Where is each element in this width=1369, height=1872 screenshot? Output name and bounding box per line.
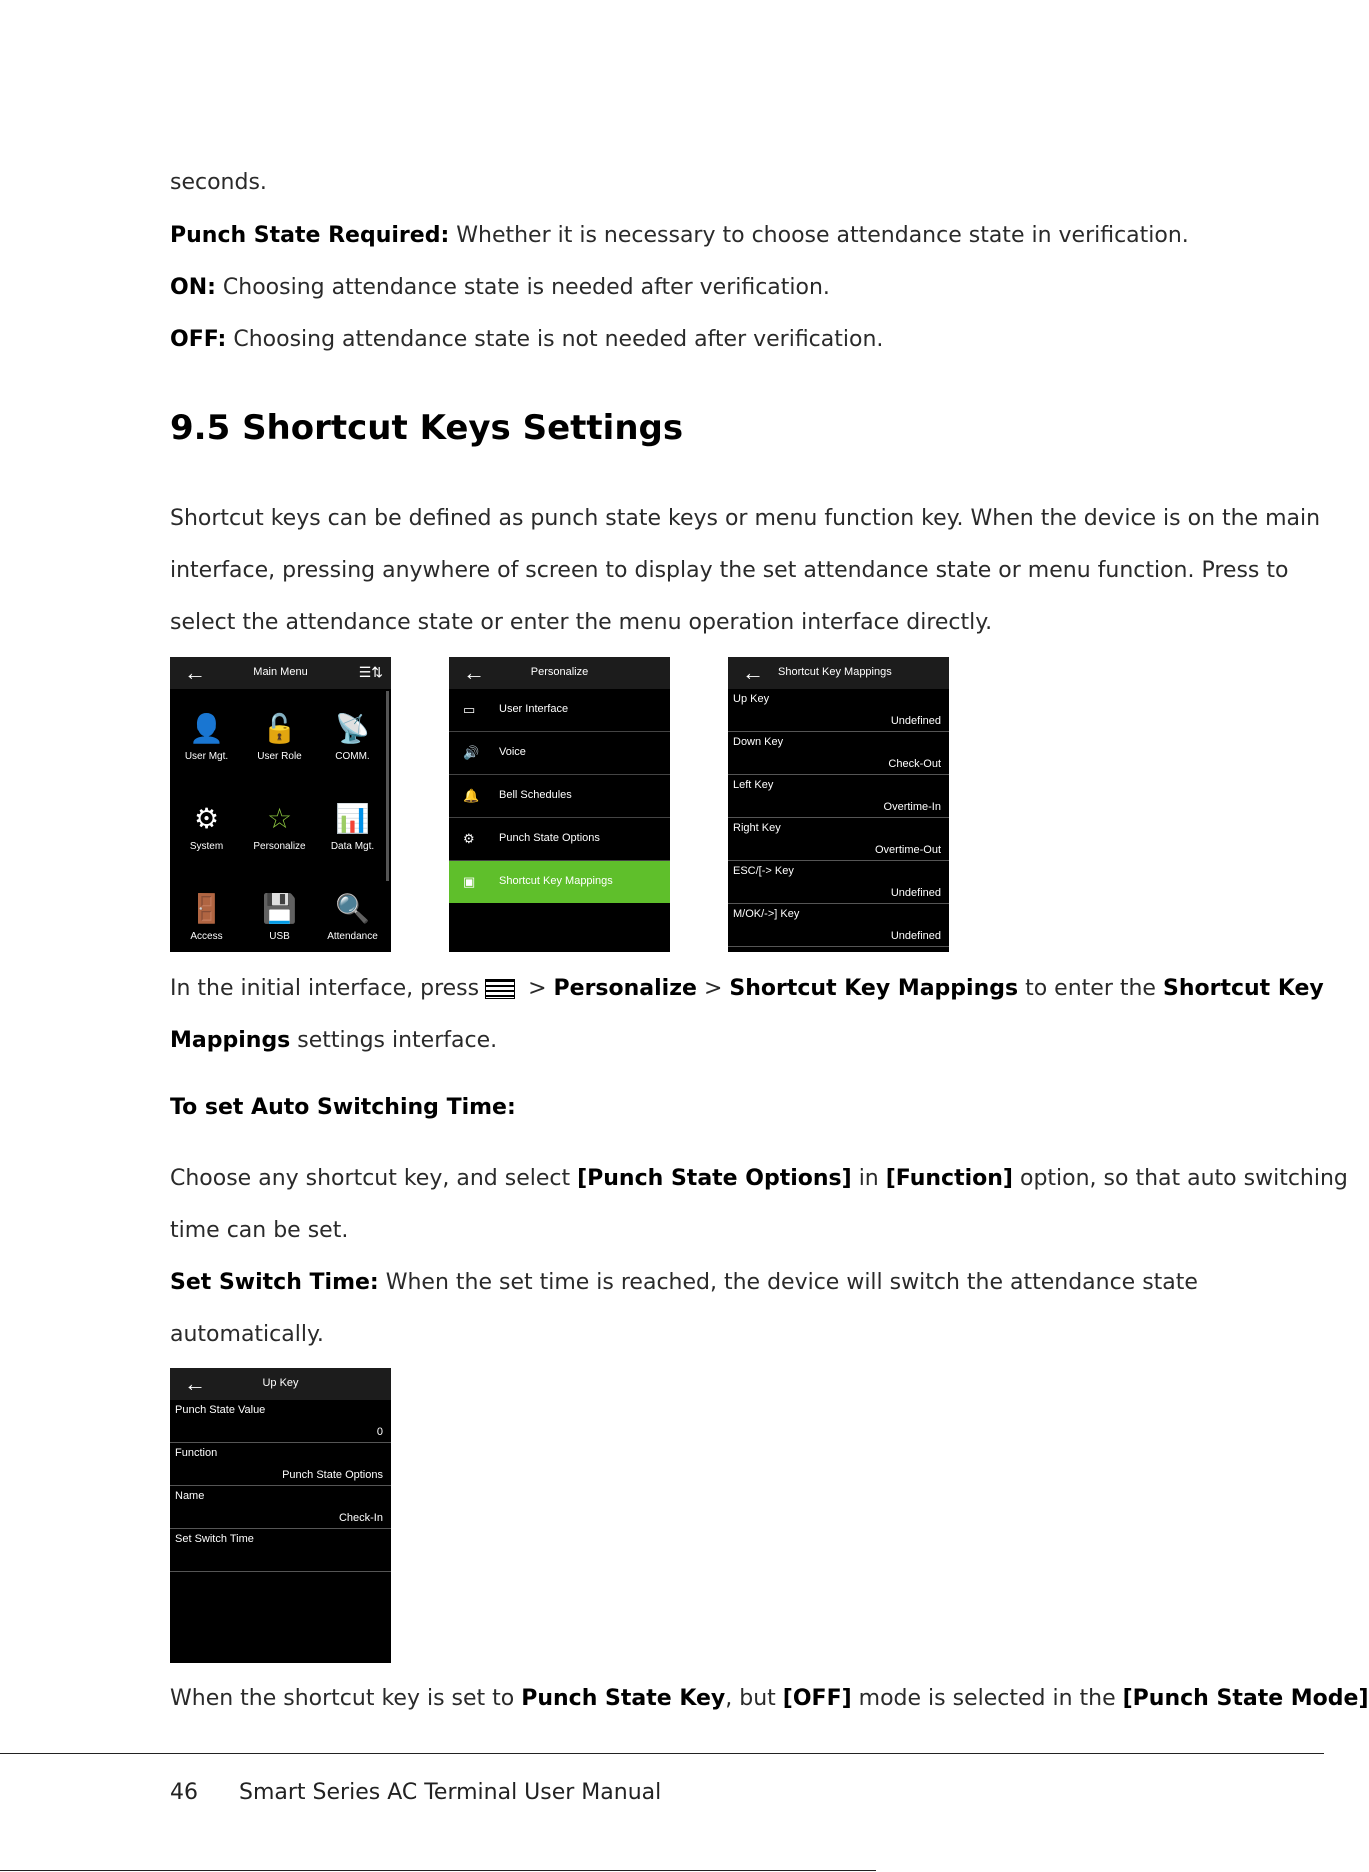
text: in [851, 1166, 886, 1191]
door-icon: 🚪 [189, 893, 224, 924]
menu-item-attendance[interactable] [316, 887, 389, 942]
setting-value: Check-In [338, 1512, 383, 1524]
key-value: Undefined [890, 930, 941, 942]
search-icon: 🔍 [335, 893, 370, 924]
back-arrow-icon[interactable]: ← [184, 1371, 206, 1396]
menu-item-voice[interactable] [449, 732, 670, 775]
section-title: 9.5 Shortcut Keys Settings [170, 408, 684, 448]
lock-icon: 🔓 [262, 713, 297, 744]
auto-line-4: automatically. [170, 1322, 324, 1347]
speaker-icon: 🔊 [463, 745, 480, 760]
bottom-divider [0, 1870, 876, 1871]
text: settings interface. [290, 1028, 498, 1053]
para-off [170, 325, 883, 355]
menu-row-1 [170, 707, 391, 762]
label: Access [190, 931, 223, 942]
term: [OFF] [782, 1686, 852, 1711]
label: Data Mgt. [330, 841, 375, 852]
mapping-row-mok[interactable] [728, 904, 949, 947]
screen-title: Main Menu [253, 666, 308, 678]
title-bar [170, 657, 391, 689]
text: > [521, 976, 554, 1001]
text: Choosing attendance state is needed after verification. [215, 275, 830, 300]
gear-icon: ⚙ [463, 831, 475, 846]
menu-icon [485, 979, 515, 999]
screenshot-up-key [170, 1368, 391, 1663]
setting-value: 0 [376, 1426, 383, 1438]
auto-line-2: time can be set. [170, 1218, 349, 1243]
mapping-row-right[interactable] [728, 818, 949, 861]
text: Choose any shortcut key, and select [170, 1166, 578, 1191]
term: Set Switch Time: [170, 1270, 379, 1295]
menu-item-punch-state-options[interactable] [449, 818, 670, 861]
menu-item-data-mgt[interactable] [316, 797, 389, 852]
label: Punch State Options [499, 832, 600, 844]
keypad-icon: ▣ [463, 874, 476, 889]
user-icon: 👤 [189, 713, 224, 744]
text: option, so that auto switching [1013, 1166, 1348, 1191]
key-label: M/OK/->] Key [733, 908, 800, 920]
key-label: ESC/[-> Key [733, 865, 794, 877]
setting-label: Set Switch Time [175, 1533, 254, 1545]
menu-item-shortcut-key-mappings[interactable] [449, 861, 670, 903]
sort-icon[interactable]: ☰⇅ [358, 664, 383, 680]
menu-item-access[interactable] [170, 887, 243, 942]
label: System [189, 841, 224, 852]
term: Personalize [553, 976, 697, 1001]
desc-line-3: select the attendance state or enter the menu operation interface directly. [170, 610, 993, 635]
desc-line-1: Shortcut keys can be defined as punch state keys or menu function key. When the device is on the main [170, 506, 1321, 531]
menu-item-usb[interactable] [243, 887, 316, 942]
para-on [170, 273, 830, 303]
back-arrow-icon[interactable]: ← [184, 660, 206, 685]
mapping-row-up[interactable] [728, 689, 949, 732]
label: Personalize [253, 841, 306, 852]
screen-title: Up Key [262, 1377, 299, 1389]
manual-title: Smart Series AC Terminal User Manual [239, 1780, 662, 1805]
setting-label: Name [175, 1490, 205, 1502]
back-arrow-icon[interactable]: ← [742, 660, 764, 685]
mapping-row-down[interactable] [728, 732, 949, 775]
key-label: Up Key [733, 693, 770, 705]
desc-line-2: interface, pressing anywhere of screen to display the set attendance state or menu function. Press to [170, 558, 1289, 583]
menu-row-2 [170, 797, 391, 852]
nav-instruction-line-2 [170, 1026, 497, 1056]
text: mode is selected in the [851, 1686, 1123, 1711]
text: , but [725, 1686, 783, 1711]
menu-item-bell-schedules[interactable] [449, 775, 670, 818]
label: Voice [499, 746, 526, 758]
key-value: Overtime-Out [874, 844, 941, 856]
term: [Punch State Options] [577, 1166, 852, 1191]
auto-line-1 [170, 1164, 1348, 1194]
label: COMM. [335, 751, 370, 762]
label: User Mgt. [184, 751, 229, 762]
mapping-row-left[interactable] [728, 775, 949, 818]
menu-item-personalize[interactable] [243, 797, 316, 852]
term: Shortcut Key [1162, 976, 1324, 1001]
scrollbar[interactable] [386, 691, 389, 881]
label: Shortcut Key Mappings [499, 875, 613, 887]
term: Shortcut Key Mappings [729, 976, 1019, 1001]
footer-divider [0, 1753, 1324, 1754]
set-switch-time-line [170, 1268, 1198, 1298]
text: In the initial interface, press [170, 976, 480, 1001]
key-value: Overtime-In [883, 801, 941, 813]
screen-title: Shortcut Key Mappings [778, 666, 892, 678]
key-value: Undefined [890, 715, 941, 727]
chart-icon: 📊 [335, 803, 370, 834]
subsection-title: To set Auto Switching Time: [170, 1095, 516, 1120]
label: Attendance [327, 931, 378, 942]
star-icon: ☆ [266, 803, 293, 834]
term: Punch State Key [521, 1686, 726, 1711]
menu-item-system[interactable] [170, 797, 243, 852]
title-bar [170, 1368, 391, 1400]
setting-label: Function [175, 1447, 218, 1459]
setting-row-name[interactable] [170, 1486, 391, 1529]
term: Mappings [170, 1028, 291, 1053]
label: Bell Schedules [499, 789, 572, 801]
last-line [170, 1684, 1369, 1714]
menu-item-comm[interactable] [316, 707, 389, 762]
text-seconds: seconds. [170, 170, 267, 195]
setting-row-function[interactable] [170, 1443, 391, 1486]
gear-icon: ⚙ [193, 803, 220, 834]
screenshot-personalize [449, 657, 670, 952]
label: USB [269, 931, 290, 942]
usb-icon: 💾 [262, 893, 297, 924]
menu-item-user-mgt[interactable] [170, 707, 243, 762]
term: Punch State Required: [170, 223, 450, 248]
screenshot-shortcut-key-mappings [728, 657, 949, 952]
text: to enter the [1018, 976, 1163, 1001]
monitor-icon: ▭ [463, 702, 476, 717]
text: Whether it is necessary to choose attendance state in verification. [449, 223, 1189, 248]
screen-title: Personalize [530, 666, 589, 678]
key-label: Down Key [733, 736, 784, 748]
text: > [696, 976, 730, 1001]
menu-row-3 [170, 887, 391, 942]
title-bar [449, 657, 670, 689]
key-value: Undefined [890, 887, 941, 899]
mapping-row-esc[interactable] [728, 861, 949, 904]
key-label: Right Key [733, 822, 781, 834]
text: Choosing attendance state is not needed after verification. [226, 327, 884, 352]
key-label: Left Key [733, 779, 774, 791]
title-bar [728, 657, 949, 689]
label: User Interface [499, 703, 569, 715]
key-value: Check-Out [888, 758, 941, 770]
satellite-icon: 📡 [335, 713, 370, 744]
setting-value: Punch State Options [282, 1469, 383, 1481]
bell-icon: 🔔 [463, 788, 480, 803]
nav-instruction-line-1 [170, 974, 1324, 1004]
term: OFF: [170, 327, 227, 352]
back-arrow-icon[interactable]: ← [463, 660, 485, 685]
term: [Function] [885, 1166, 1013, 1191]
page-number: 46 [170, 1780, 198, 1805]
text: When the set time is reached, the device will switch the attendance state [378, 1270, 1198, 1295]
label: User Role [257, 751, 302, 762]
term: ON: [170, 275, 216, 300]
menu-item-user-interface[interactable] [449, 689, 670, 732]
screenshot-main-menu [170, 657, 391, 952]
setting-label: Punch State Value [175, 1404, 266, 1416]
para-punch-state-required [170, 221, 1189, 251]
setting-row-punch-state-value[interactable] [170, 1400, 391, 1443]
text: When the shortcut key is set to [170, 1686, 522, 1711]
page-footer [170, 1780, 661, 1805]
menu-item-user-role[interactable] [243, 707, 316, 762]
setting-row-set-switch-time[interactable] [170, 1529, 391, 1572]
term: [Punch State Mode] [1122, 1686, 1369, 1711]
